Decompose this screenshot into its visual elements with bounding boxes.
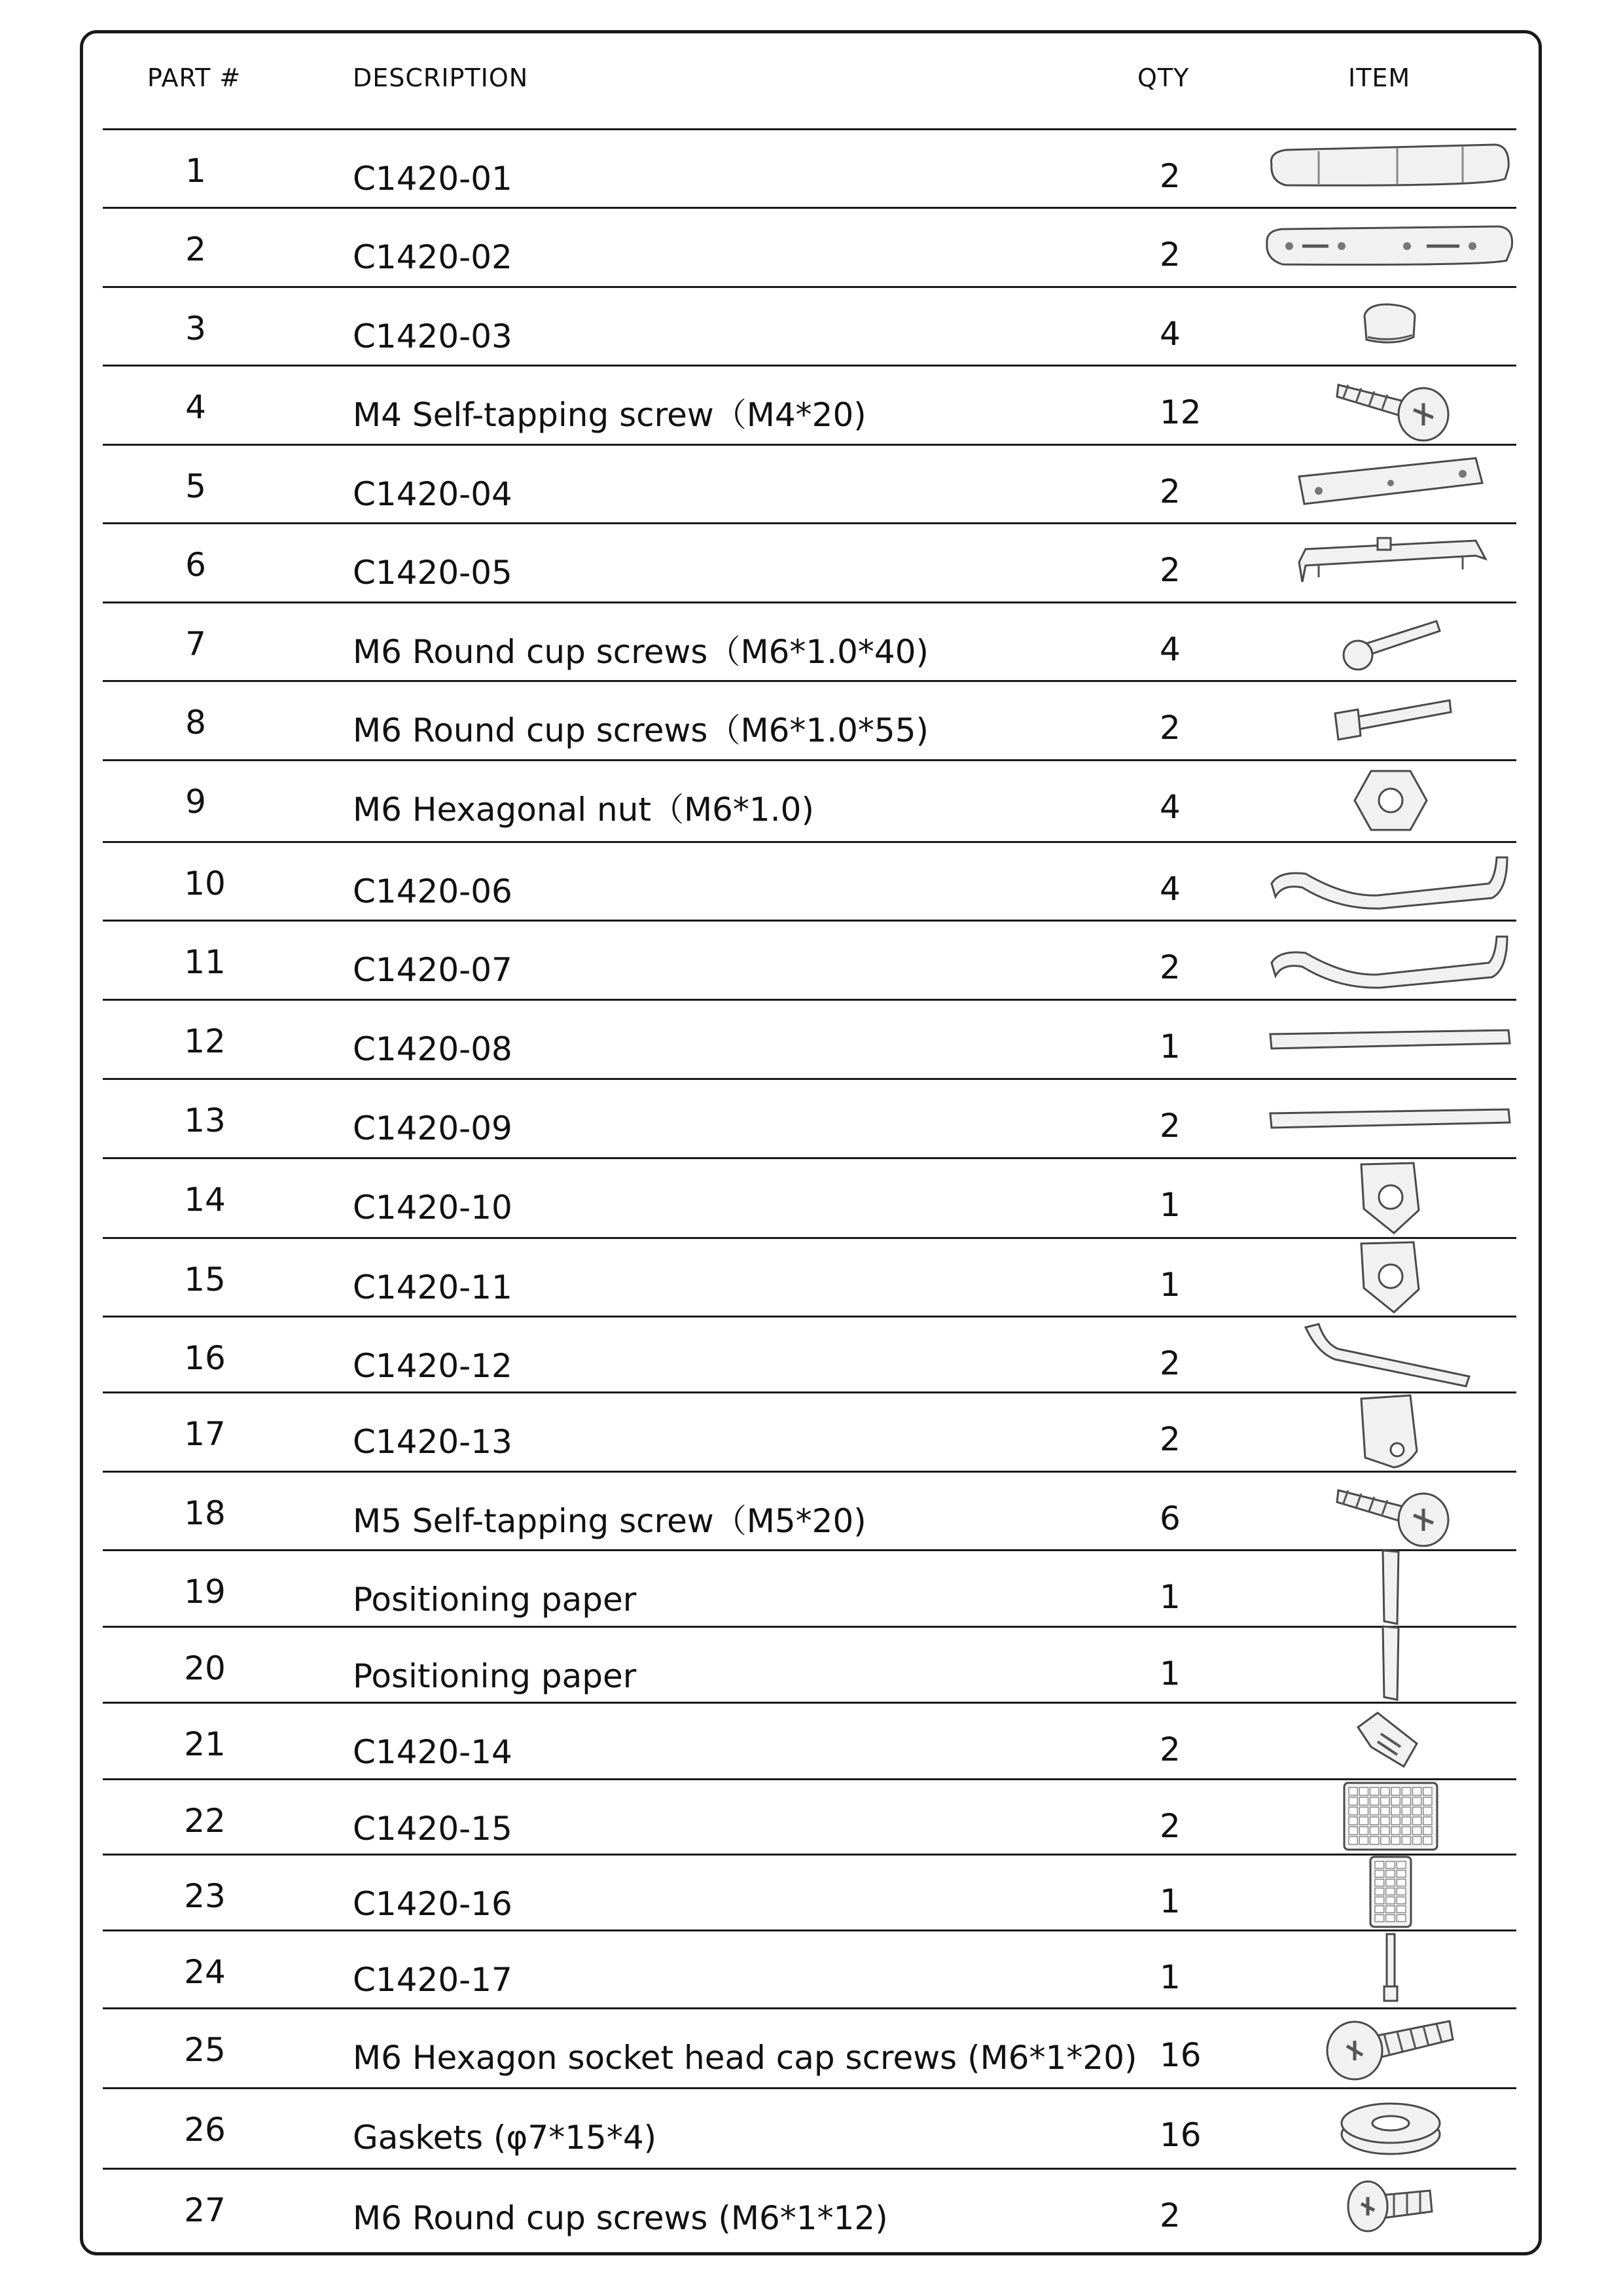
part-number: 8 [185, 704, 206, 742]
part-description: M4 Self-tapping screw（M4*20) [353, 396, 866, 434]
part-description: M6 Round cup screws（M6*1.0*40) [353, 633, 929, 671]
part-description: C1420-05 [353, 554, 512, 592]
washer-icon [1260, 2087, 1522, 2168]
straight-tube-icon [1260, 999, 1522, 1078]
part-number: 6 [185, 546, 206, 584]
part-description: M5 Self-tapping screw（M5*20) [353, 1502, 866, 1540]
part-qty: 16 [1160, 2036, 1202, 2074]
part-description: C1420-14 [353, 1733, 512, 1771]
part-qty: 4 [1160, 315, 1181, 353]
part-number: 13 [184, 1102, 226, 1139]
part-number: 16 [184, 1339, 226, 1377]
part-number: 20 [184, 1649, 226, 1687]
part-number: 12 [184, 1022, 226, 1060]
part-description: C1420-13 [353, 1423, 512, 1461]
header-qty: QTY [1137, 63, 1190, 92]
part-description: C1420-16 [353, 1885, 512, 1923]
part-description: C1420-12 [353, 1347, 512, 1385]
long-bolt-icon [1260, 680, 1522, 759]
part-description: C1420-17 [353, 1961, 512, 1999]
part-number: 26 [184, 2111, 226, 2149]
connector-plate-holes-icon [1260, 207, 1522, 286]
part-description: C1420-04 [353, 475, 512, 513]
bolt-icon [1260, 601, 1522, 680]
angled-strip-icon [1260, 1316, 1522, 1391]
part-qty: 6 [1160, 1499, 1181, 1537]
part-number: 23 [184, 1877, 226, 1915]
part-qty: 2 [1160, 1731, 1181, 1768]
socket-cap-screw-icon [1260, 2007, 1522, 2087]
bracket-bar-icon [1260, 522, 1522, 601]
part-number: 7 [185, 625, 206, 663]
part-number: 10 [184, 865, 226, 903]
part-qty: 2 [1160, 473, 1181, 511]
part-number: 4 [185, 388, 206, 426]
part-description: Gaskets (φ7*15*4) [353, 2119, 657, 2157]
part-description: C1420-02 [353, 238, 512, 276]
part-number: 27 [184, 2191, 226, 2229]
part-number: 11 [184, 943, 226, 981]
part-number: 18 [184, 1494, 226, 1532]
straight-tube-icon [1260, 1078, 1522, 1157]
part-qty: 1 [1160, 1655, 1181, 1693]
positioning-paper-icon [1260, 1626, 1522, 1702]
short-screw-icon [1260, 2168, 1522, 2242]
self-tapping-screw-icon [1260, 1471, 1522, 1549]
part-description: C1420-15 [353, 1810, 512, 1848]
self-tapping-screw-icon [1260, 365, 1522, 444]
part-qty: 4 [1160, 870, 1181, 908]
part-qty: 16 [1160, 2116, 1202, 2154]
part-description: Positioning paper [353, 1581, 637, 1619]
part-number: 24 [184, 1953, 226, 1991]
part-number: 5 [185, 467, 206, 505]
part-qty: 2 [1160, 551, 1181, 589]
part-description: M6 Hexagonal nut（M6*1.0) [353, 791, 814, 829]
part-number: 25 [184, 2031, 226, 2069]
part-description: M6 Hexagon socket head cap screws (M6*1*20) [353, 2039, 1137, 2077]
part-description: C1420-07 [353, 951, 512, 989]
header-item: ITEM [1348, 63, 1411, 92]
end-cap-icon [1260, 286, 1522, 365]
part-description: C1420-01 [353, 160, 512, 198]
part-description: M6 Round cup screws（M6*1.0*55) [353, 711, 929, 749]
part-qty: 2 [1160, 709, 1181, 747]
clip-icon [1260, 1702, 1522, 1778]
part-description: M6 Round cup screws (M6*1*12) [353, 2199, 888, 2237]
part-description: C1420-03 [353, 317, 512, 355]
part-number: 19 [184, 1573, 226, 1611]
part-description: C1420-10 [353, 1189, 512, 1227]
part-qty: 2 [1160, 1807, 1181, 1845]
part-qty: 2 [1160, 2197, 1181, 2234]
part-number: 14 [184, 1181, 226, 1219]
part-description: C1420-09 [353, 1109, 512, 1147]
bent-tube-icon [1260, 920, 1522, 999]
clamp-plate-icon [1260, 1237, 1522, 1316]
part-qty: 4 [1160, 788, 1181, 826]
sticker-sheet-icon [1260, 1778, 1522, 1854]
part-description: C1420-08 [353, 1030, 512, 1068]
clamp-plate-icon [1260, 1157, 1522, 1237]
bent-tube-icon [1260, 841, 1522, 920]
part-number: 9 [185, 783, 206, 821]
sticker-sheet-small-icon [1260, 1854, 1522, 1929]
flat-bar-icon [1260, 444, 1522, 522]
part-qty: 2 [1160, 1107, 1181, 1145]
part-number: 2 [185, 230, 206, 268]
part-number: 22 [184, 1802, 226, 1840]
part-description: C1420-11 [353, 1268, 512, 1306]
part-number: 17 [184, 1415, 226, 1453]
pin-icon [1260, 1929, 1522, 2007]
part-number: 15 [184, 1261, 226, 1299]
header-description: DESCRIPTION [353, 63, 529, 92]
part-number: 1 [185, 152, 206, 190]
part-qty: 1 [1160, 1958, 1181, 1996]
part-qty: 2 [1160, 948, 1181, 986]
part-number: 21 [184, 1725, 226, 1763]
part-description: C1420-06 [353, 872, 512, 910]
part-description: Positioning paper [353, 1657, 637, 1695]
part-qty: 1 [1160, 1266, 1181, 1304]
part-qty: 2 [1160, 236, 1181, 274]
part-qty: 2 [1160, 157, 1181, 195]
part-number: 3 [185, 310, 206, 348]
part-qty: 2 [1160, 1420, 1181, 1458]
part-qty: 1 [1160, 1578, 1181, 1616]
positioning-paper-icon [1260, 1549, 1522, 1626]
part-qty: 1 [1160, 1028, 1181, 1066]
part-qty: 2 [1160, 1344, 1181, 1382]
mount-plate-icon [1260, 1391, 1522, 1471]
part-qty: 4 [1160, 630, 1181, 668]
hex-nut-icon [1260, 759, 1522, 841]
part-qty: 1 [1160, 1882, 1181, 1920]
connector-plate-icon [1260, 128, 1522, 207]
part-qty: 12 [1160, 393, 1202, 431]
header-part: PART # [147, 63, 241, 92]
part-qty: 1 [1160, 1186, 1181, 1224]
